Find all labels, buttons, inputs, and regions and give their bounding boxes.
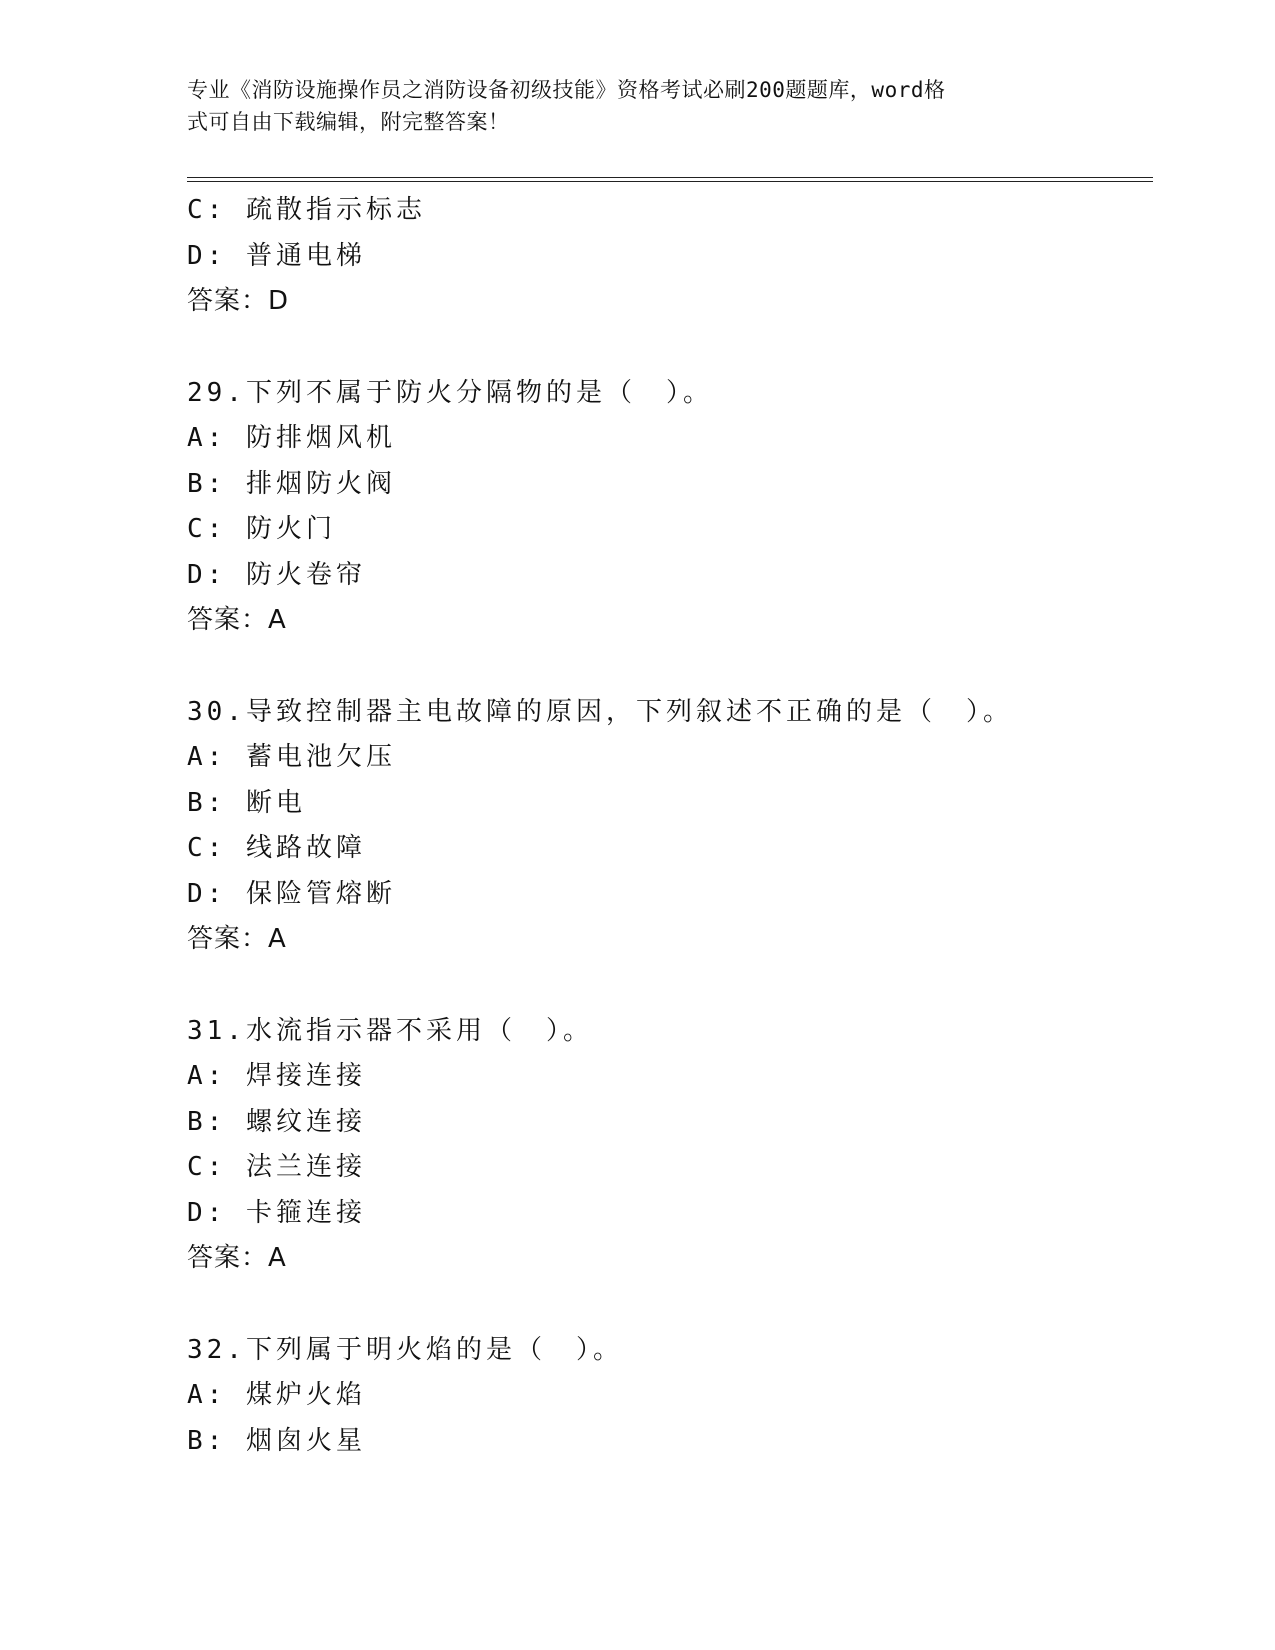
option-d: D: 防火卷帘: [187, 559, 366, 590]
option-d: D: 卡箍连接: [187, 1197, 366, 1228]
option-c: C: 线路故障: [187, 833, 366, 863]
option-b: B: 烟囱火星: [187, 1425, 366, 1456]
option-a: A: 蓄电池欠压: [187, 742, 396, 772]
option-a: A: 防排烟风机: [187, 423, 396, 453]
question-block-32: [187, 1328, 1127, 1465]
header-line-1: 专业《消防设施操作员之消防设备初级技能》资格考试必刷200题题库，word格: [187, 78, 946, 102]
option-d: D: 保险管熔断: [187, 878, 396, 909]
option-b: B: 断电: [187, 787, 306, 818]
answer-line: 答案：A: [187, 1243, 287, 1273]
option-b: B: 排烟防火阀: [187, 468, 396, 499]
spacer: [187, 644, 1127, 690]
question-block-30: [187, 690, 1127, 963]
answer-line: 答案：A: [187, 924, 287, 954]
option-a: A: 焊接连接: [187, 1061, 366, 1091]
question-block-29: [187, 371, 1127, 644]
question-block-31: [187, 1009, 1127, 1282]
question-list: [187, 188, 1127, 1464]
question-block-28: [187, 188, 1127, 325]
option-c: C: 防火门: [187, 514, 336, 544]
option-c: C: 法兰连接: [187, 1152, 366, 1182]
document-header: [187, 74, 1067, 138]
answer-line: 答案：A: [187, 605, 287, 635]
option-d: D: 普通电梯: [187, 240, 366, 271]
answer-line: 答案：D: [187, 286, 290, 316]
question-text: 31.水流指示器不采用（ ）。: [187, 1015, 593, 1046]
header-divider-bottom: [187, 181, 1153, 182]
header-divider-top: [187, 177, 1153, 178]
question-text: 29.下列不属于防火分隔物的是（ ）。: [187, 377, 713, 408]
header-line-2: 式可自由下载编辑，附完整答案！: [187, 110, 510, 134]
spacer: [187, 325, 1127, 371]
spacer: [187, 1282, 1127, 1328]
spacer: [187, 963, 1127, 1009]
option-b: B: 螺纹连接: [187, 1106, 366, 1137]
question-text: 32.下列属于明火焰的是（ ）。: [187, 1334, 623, 1365]
question-text: 30.导致控制器主电故障的原因，下列叙述不正确的是（ ）。: [187, 696, 1013, 727]
option-a: A: 煤炉火焰: [187, 1380, 366, 1410]
option-c: C: 疏散指示标志: [187, 195, 426, 225]
